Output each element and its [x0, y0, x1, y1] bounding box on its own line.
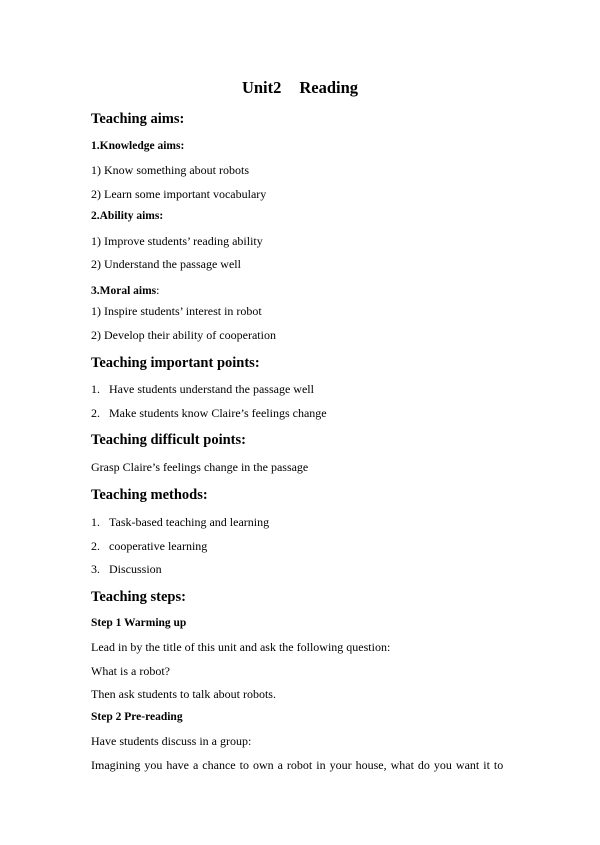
step-1-line-1: Lead in by the title of this unit and ask the following question: — [91, 640, 391, 654]
step-1-label: Step 1 Warming up — [91, 617, 187, 629]
moral-aim-1: 1) Inspire students’ interest in robot — [91, 304, 262, 318]
method-1-text: Task-based teaching and learning — [109, 515, 270, 529]
difficult-point-text: Grasp Claire’s feelings change in the passage — [91, 460, 309, 474]
title-unit: Unit2 — [241, 78, 282, 97]
method-2-text: cooperative learning — [109, 539, 208, 553]
important-point-2-num: 2. — [91, 406, 100, 420]
knowledge-aim-2: 2) Learn some important vocabulary — [91, 187, 267, 201]
ability-aims-label: 2.Ability aims: — [91, 210, 164, 222]
title-topic: Reading — [299, 78, 359, 97]
step-1-line-3: Then ask students to talk about robots. — [91, 687, 276, 701]
method-2 — [91, 540, 207, 552]
aims-heading: Teaching aims: — [91, 111, 185, 127]
step-2-label: Step 2 Pre-reading — [91, 711, 183, 723]
knowledge-aim-1: 1) Know something about robots — [91, 163, 249, 177]
moral-aims-colon: : — [156, 283, 160, 297]
method-3-text: Discussion — [109, 562, 162, 576]
step-2-line-1: Have students discuss in a group: — [91, 734, 252, 748]
important-point-1 — [91, 383, 314, 395]
ability-aim-1: 1) Improve students’ reading ability — [91, 234, 263, 248]
method-1-num: 1. — [91, 515, 100, 529]
important-point-1-num: 1. — [91, 382, 100, 396]
steps-heading: Teaching steps: — [91, 589, 186, 605]
method-3 — [91, 563, 162, 575]
step-1-line-2: What is a robot? — [91, 664, 170, 678]
important-point-2 — [91, 407, 327, 419]
important-points-heading: Teaching important points: — [91, 355, 260, 371]
moral-aims-label-text: 3.Moral aims — [91, 285, 157, 297]
moral-aims-label — [91, 282, 160, 298]
important-point-1-text: Have students understand the passage well — [109, 382, 314, 396]
method-3-num: 3. — [91, 562, 100, 576]
ability-aim-2: 2) Understand the passage well — [91, 257, 241, 271]
method-1 — [91, 516, 269, 528]
important-point-2-text: Make students know Claire’s feelings change — [109, 406, 327, 420]
page-title — [0, 80, 600, 97]
moral-aim-2: 2) Develop their ability of cooperation — [91, 328, 276, 342]
difficult-points-heading: Teaching difficult points: — [91, 432, 246, 448]
step-2-line-2: Imagining you have a chance to own a robot in your house, what do you want it to — [91, 758, 504, 772]
methods-heading: Teaching methods: — [91, 487, 208, 503]
method-2-num: 2. — [91, 539, 100, 553]
knowledge-aims-label: 1.Knowledge aims: — [91, 140, 185, 152]
